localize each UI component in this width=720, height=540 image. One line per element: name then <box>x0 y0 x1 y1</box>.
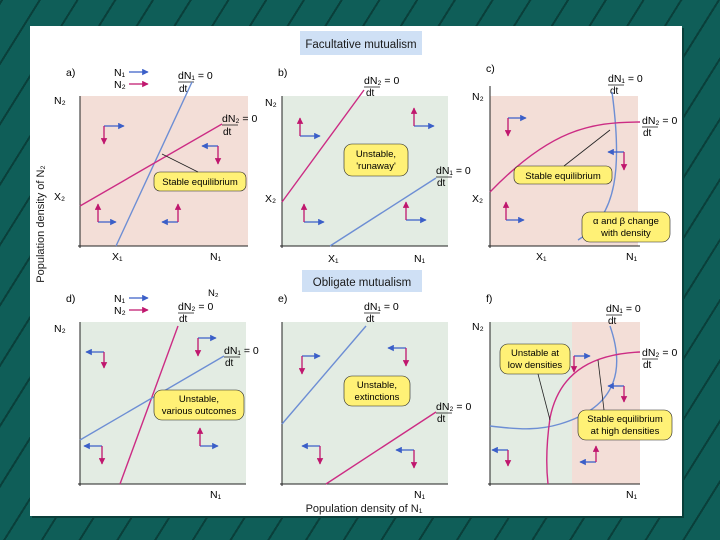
panel-d-iso-n1-dt: dt <box>225 358 234 369</box>
slide <box>30 26 682 516</box>
panel-f-iso-n1-dt: dt <box>608 316 617 327</box>
panel-b-x-axis-label: N₁ <box>414 253 426 265</box>
panel-a-iso-n2-dt: dt <box>223 127 232 138</box>
panel-c-callout: Stable equilibrium <box>525 171 601 182</box>
panel-d-iso-n2-top: N₂ <box>208 288 219 299</box>
panel-b-callout-line1: Unstable, <box>355 149 397 160</box>
facultative-header: Facultative mutualism <box>305 39 417 51</box>
panel-b-x-tick: X₁ <box>328 253 339 265</box>
panel-c-x-axis-label: N₁ <box>626 251 638 263</box>
panel-e-letter: e) <box>278 293 288 305</box>
panel-a-legend-n2: N₂ <box>114 79 126 91</box>
panel-e-iso-n1-label: dN₁ = 0 <box>364 301 399 313</box>
panel-d-iso-n1-label: dN₁ = 0 <box>224 345 259 357</box>
x-axis-title: Population density of N₁ <box>305 503 423 515</box>
panel-e-x-axis-label: N₁ <box>414 489 426 501</box>
panel-a-iso-n2-label: dN₂ = 0 <box>222 113 258 125</box>
panel-f <box>472 293 677 501</box>
panel-f-iso-n2-dt: dt <box>643 360 652 371</box>
panel-f-iso-n1-label: dN₁ = 0 <box>606 303 641 315</box>
panel-b-letter: b) <box>278 67 288 79</box>
panel-a-iso-n1-dt: dt <box>179 84 188 95</box>
panel-d-callout-line1: Unstable, <box>178 394 220 405</box>
panel-a-y-axis-label: N₂ <box>54 95 66 107</box>
panel-b-callout-line2: 'runaway' <box>356 161 396 172</box>
panel-a-letter: a) <box>66 67 76 79</box>
panel-c-callout2-line2: with density <box>601 228 651 239</box>
panel-b-y-axis-label: N₂ <box>265 97 277 109</box>
panel-a-x-tick: X₁ <box>112 251 123 263</box>
panel-e-iso-n2-label: dN₂ = 0 <box>436 401 472 413</box>
panel-e <box>278 293 471 501</box>
panel-b-iso-n1-label: dN₁ = 0 <box>436 165 471 177</box>
panel-a-y-tick: X₂ <box>54 191 66 203</box>
panel-d-iso-n2-label: dN₂ = 0 <box>178 301 214 313</box>
panel-c-iso-n2-dt: dt <box>643 128 652 139</box>
panel-e-callout-line1: Unstable, <box>356 380 398 391</box>
panel-f-iso-n2-label: dN₂ = 0 <box>642 347 678 359</box>
panel-c-y-axis-label: N₂ <box>472 91 484 103</box>
panel-b-iso-n2-label: dN₂ = 0 <box>364 75 400 87</box>
panel-e-callout-line2: extinctions <box>354 392 400 403</box>
mutualism-figure <box>30 26 682 516</box>
panel-d-x-axis-label: N₁ <box>210 489 222 501</box>
panel-d-legend-n1: N₁ <box>114 293 126 305</box>
panel-c-x-tick: X₁ <box>536 251 547 263</box>
panel-c <box>472 63 677 263</box>
panel-a-iso-n1-label: dN₁ = 0 <box>178 70 213 82</box>
panel-f-letter: f) <box>486 293 493 305</box>
obligate-header: Obligate mutualism <box>312 277 412 289</box>
panel-c-iso-n1-label: dN₁ = 0 <box>608 73 643 85</box>
panel-d-y-axis-label: N₂ <box>54 323 66 335</box>
panel-a-x-axis-label: N₁ <box>210 251 222 263</box>
panel-b-y-tick: X₂ <box>265 193 277 205</box>
panel-b <box>265 67 471 265</box>
panel-e-iso-n1-dt: dt <box>366 314 375 325</box>
panel-d-legend-n2: N₂ <box>114 305 126 317</box>
panel-c-callout2-line1: α and β change <box>593 216 659 227</box>
panel-d-iso-n2-dt: dt <box>179 314 188 325</box>
panel-b-iso-n2-dt: dt <box>366 88 375 99</box>
panel-c-letter: c) <box>486 63 495 75</box>
panel-d-letter: d) <box>66 293 76 305</box>
panel-d-callout-line2: various outcomes <box>161 406 237 417</box>
panel-f-callout2-line2: at high densities <box>590 426 660 437</box>
panel-f-field-high <box>572 322 640 484</box>
panel-a <box>54 67 257 263</box>
panel-f-callout2-line1: Stable equilibrium <box>587 414 663 425</box>
panel-c-iso-n1-dt: dt <box>610 86 619 97</box>
panel-f-callout-line1: Unstable at <box>510 348 560 359</box>
panel-f-y-axis-label: N₂ <box>472 321 484 333</box>
panel-f-x-axis-label: N₁ <box>626 489 638 501</box>
panel-a-legend-n1: N₁ <box>114 67 126 79</box>
y-axis-title: Population density of N₂ <box>35 165 47 283</box>
panel-c-iso-n2-label: dN₂ = 0 <box>642 115 678 127</box>
panel-a-callout: Stable equilibrium <box>162 177 238 188</box>
panel-b-iso-n1-dt: dt <box>437 178 446 189</box>
panel-e-iso-n2-dt: dt <box>437 414 446 425</box>
panel-d <box>54 288 259 501</box>
panel-c-y-tick: X₂ <box>472 193 484 205</box>
panel-f-callout-line2: low densities <box>507 360 563 371</box>
